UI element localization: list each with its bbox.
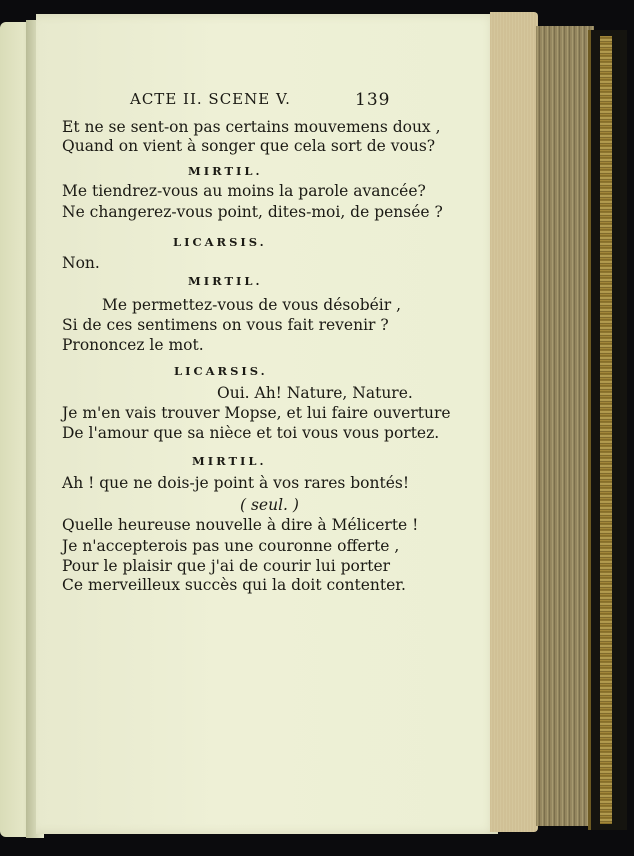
verse-line: Si de ces sentimens on vous fait revenir ? (62, 316, 389, 334)
verse-line: Quelle heureuse nouvelle à dire à Mélicerte ! (62, 516, 419, 534)
page-edges (490, 12, 538, 832)
gilt-cover-trim (600, 36, 612, 824)
verse-line: Me tiendrez-vous au moins la parole avancée? (62, 182, 426, 200)
verse-line: Ce merveilleux succès qui la doit contenter. (62, 576, 406, 594)
speaker-name: LICARSIS. (174, 364, 268, 378)
verse-line: De l'amour que sa nièce et toi vous vous portez. (62, 424, 440, 442)
speaker-name: MIRTIL. (192, 454, 267, 468)
verse-line: Ne changerez-vous point, dites-moi, de pensée ? (62, 203, 443, 221)
page-block-side (536, 26, 594, 826)
speaker-name: LICARSIS. (173, 235, 267, 249)
verse-line: Prononcez le mot. (62, 336, 204, 354)
verse-line: Me permettez-vous de vous désobéir , (102, 296, 402, 314)
verse-line: Quand on vient à songer que cela sort de vous? (62, 137, 436, 155)
verse-line: Et ne se sent-on pas certains mouvemens doux , (62, 118, 441, 136)
running-header: ACTE II. SCENE V. (130, 90, 291, 108)
verse-line: Oui. Ah! Nature, Nature. (217, 384, 413, 402)
stage-direction: ( seul. ) (240, 496, 299, 514)
speaker-name: MIRTIL. (188, 274, 263, 288)
verse-line: Pour le plaisir que j'ai de courir lui porter (62, 557, 391, 575)
verse-line: Je m'en vais trouver Mopse, et lui faire ouverture (62, 404, 451, 422)
page-number: 139 (355, 90, 391, 110)
verse-line: Ah ! que ne dois-je point à vos rares bontés! (62, 474, 410, 492)
speaker-name: MIRTIL. (188, 164, 263, 178)
verse-line: Je n'accepterois pas une couronne offerte , (62, 537, 400, 555)
verse-line: Non. (62, 254, 100, 272)
